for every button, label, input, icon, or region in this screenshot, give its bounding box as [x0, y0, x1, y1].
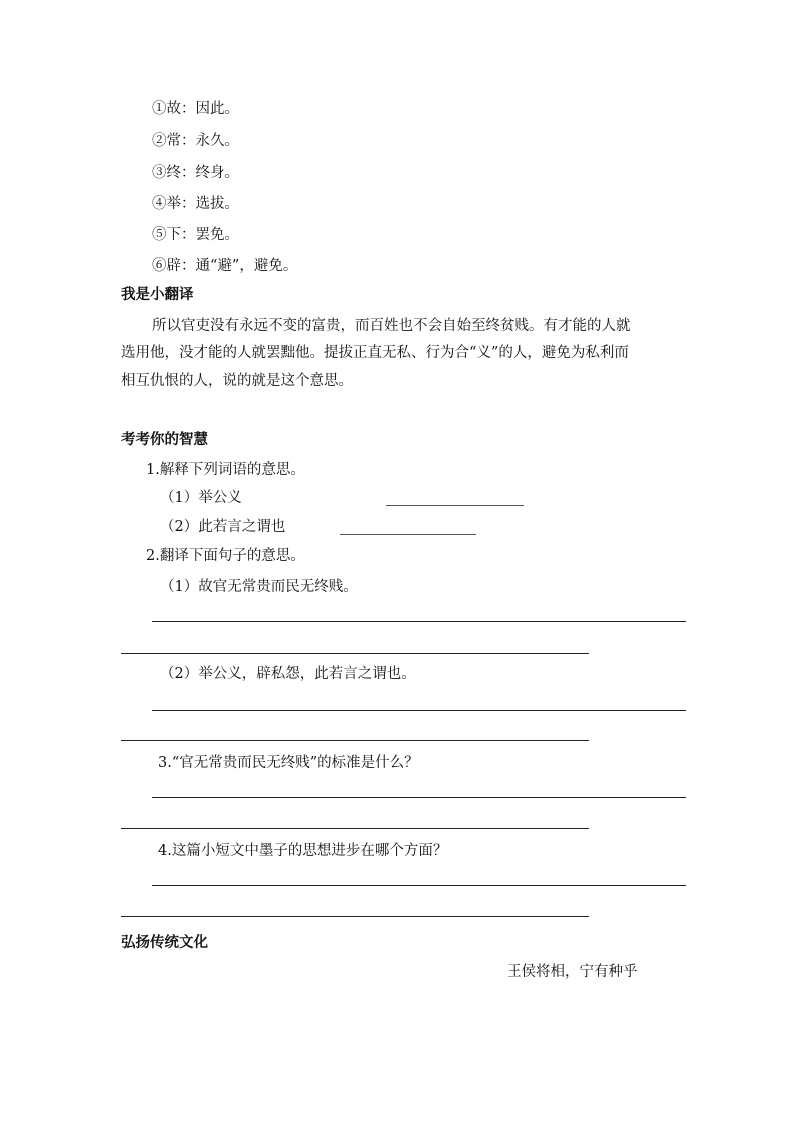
note-4: ④举：选拔。: [152, 196, 239, 212]
q3-prompt: 3.“官无常贵而民无终贱”的标准是什么？: [158, 755, 419, 771]
translation-line-2: 选用他，没才能的人就罢黜他。提拔正直无私、行为合“义”的人，避免为私利而: [121, 345, 629, 361]
culture-quote: 王侯将相，宁有种乎: [507, 964, 638, 980]
q2-item-1-answer-line-2[interactable]: [121, 653, 589, 654]
q2-item-2: （2）举公义，辟私怨，此若言之谓也。: [160, 666, 416, 682]
q2-prompt: 2.翻译下面句子的意思。: [146, 548, 305, 564]
culture-heading: 弘扬传统文化: [121, 935, 208, 951]
quiz-heading: 考考你的智慧: [121, 432, 208, 448]
q1-item-1-answer-blank[interactable]: [386, 505, 524, 506]
q3-answer-line-1[interactable]: [152, 797, 686, 798]
q2-item-1-answer-line-1[interactable]: [152, 621, 686, 622]
q4-prompt: 4.这篇小短文中墨子的思想进步在哪个方面？: [158, 843, 448, 859]
q1-item-1: （1）举公义: [160, 490, 242, 506]
q4-answer-line-1[interactable]: [152, 885, 686, 886]
q4-answer-line-2[interactable]: [121, 916, 589, 917]
q3-answer-line-2[interactable]: [121, 828, 589, 829]
note-3: ③终：终身。: [152, 165, 239, 181]
q2-item-1: （1）故官无常贵而民无终贱。: [160, 579, 358, 595]
q2-item-2-answer-line-1[interactable]: [152, 710, 686, 711]
q2-item-2-answer-line-2[interactable]: [121, 740, 589, 741]
q1-prompt: 1.解释下列词语的意思。: [146, 462, 305, 478]
translation-line-3: 相互仇恨的人，说的就是这个意思。: [121, 373, 353, 389]
translation-heading: 我是小翻译: [121, 287, 194, 303]
note-1: ①故：因此。: [152, 101, 239, 117]
note-6: ⑥辟：通“避”，避免。: [152, 258, 298, 274]
translation-line-1: 所以官吏没有永远不变的富贵，而百姓也不会自始至终贫贱。有才能的人就: [152, 318, 631, 334]
note-2: ②常：永久。: [152, 133, 239, 149]
q1-item-2: （2）此若言之谓也: [160, 519, 286, 535]
note-5: ⑤下：罢免。: [152, 227, 239, 243]
q1-item-2-answer-blank[interactable]: [340, 534, 476, 535]
